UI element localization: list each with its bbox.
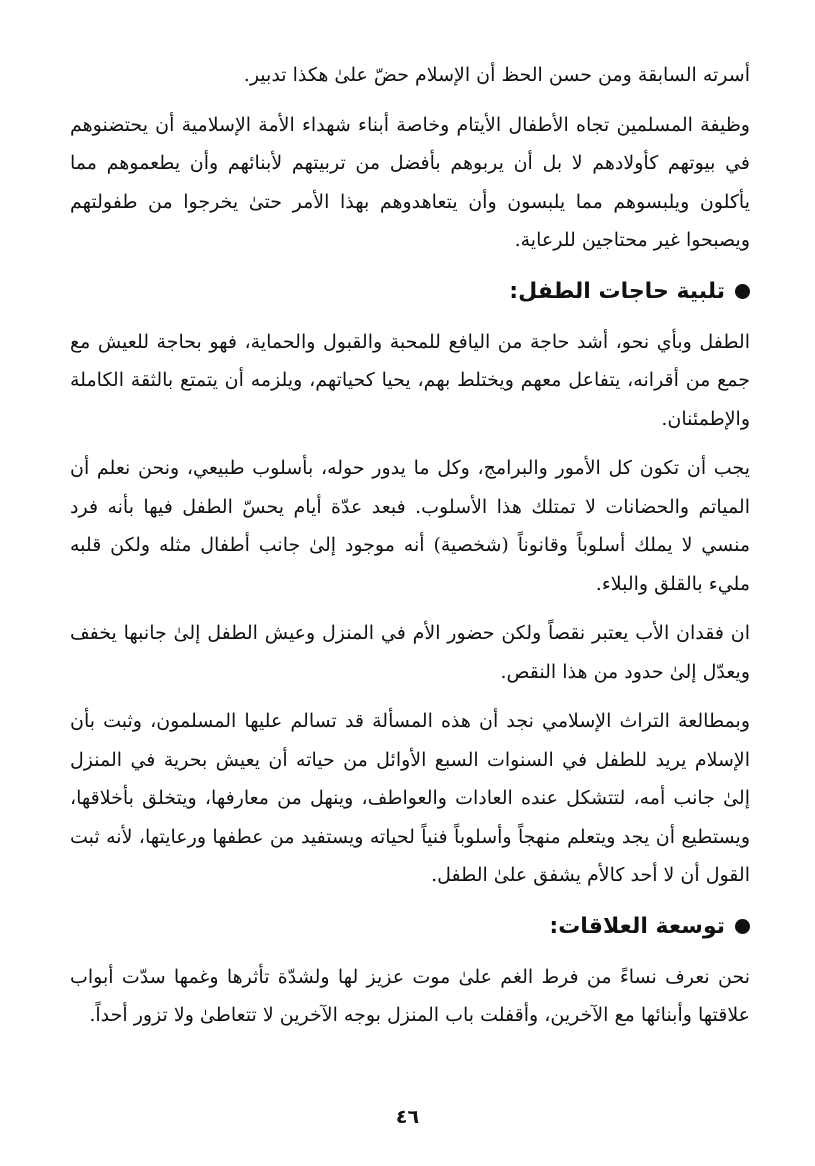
document-page [70,56,750,1046]
section-heading-text: توسعة العلاقات: [549,913,725,939]
paragraph-continuation: أسرته السابقة ومن حسن الحظ أن الإسلام حضّ علىٰ هكذا تدبير. [243,64,750,86]
paragraph-islamic-heritage: وبمطالعة التراث الإسلامي نجد أن هذه المسألة قد تسالم عليها المسلمون، وثبت بأن الإسلام يريد للطفل في السنوات السبع الأوائل من حياته أن يعيش بحرية في المنزل إلىٰ جانب أمه، لتتشكل عنده العادات والعواطف، وينهل من معارفها، ويتخلق بأخلاقها، ويستطيع أن يجد ويتعلم منهجاً وأسلوباً فنياً لحياته ويستفيد من عطفها ورعايتها، لأنه ثبت القول أن لا أحد كالأم يشفق علىٰ الطفل. [70,710,750,886]
section-heading-relations [70,906,750,948]
section-heading-text: تلبية حاجات الطفل: [509,278,725,304]
paragraph-orphans-duty: وظيفة المسلمين تجاه الأطفال الأيتام وخاصة أبناء شهداء الأمة الإسلامية أن يحتضنوهم في بيوتهم كأولادهم لا بل أن يربوهم بأفضل من تربيتهم لأبنائهم وأن يطعموهم مما يأكلون ويلبسوهم مما يلبسون وأن يتعاهدوهم بهذا الأمر حتىٰ يخرجوا من طفولتهم ويصبحوا غير محتاجين للرعاية. [70,113,750,251]
bullet-icon [735,284,750,299]
bullet-icon [735,919,750,934]
paragraph-natural-method: يجب أن تكون كل الأمور والبرامج، وكل ما يدور حوله، بأسلوب طبيعي، ونحن نعلم أن المياتم والحضانات لا تمتلك هذا الأسلوب. فبعد عدّة أيام يحسّ الطفل فيها بأنه فرد منسي لا يملك أسلوباً وقانوناً (شخصية) أنه موجود إلىٰ جانب أطفال مثله ولكن قلبه مليء بالقلق والبلاء. [70,457,750,595]
paragraph-father-loss: ان فقدان الأب يعتبر نقصاً ولكن حضور الأم في المنزل وعيش الطفل إلىٰ جانبها يخفف ويعدّل إلىٰ حدود من هذا النقص. [70,622,750,683]
paragraph-child-needs: الطفل وبأي نحو، أشد حاجة من اليافع للمحبة والقبول والحماية، فهو بحاجة للعيش مع جمع من أقرانه، يتفاعل معهم ويختلط بهم، يحيا كحياتهم، ويلزمه أن يتمتع بالثقة الكاملة والإطمئنان. [70,330,750,430]
section-heading-child-needs [70,271,750,313]
paragraph-relations: نحن نعرف نساءً من فرط الغم علىٰ موت عزيز لها ولشدّة تأثرها وغمها سدّت أبواب علاقتها وأبنائها مع الآخرين، وأقفلت باب المنزل بوجه الآخرين لا تتعاطىٰ ولا تزور أحداً. [70,965,750,1026]
page-number: ٤٦ [395,1106,420,1128]
